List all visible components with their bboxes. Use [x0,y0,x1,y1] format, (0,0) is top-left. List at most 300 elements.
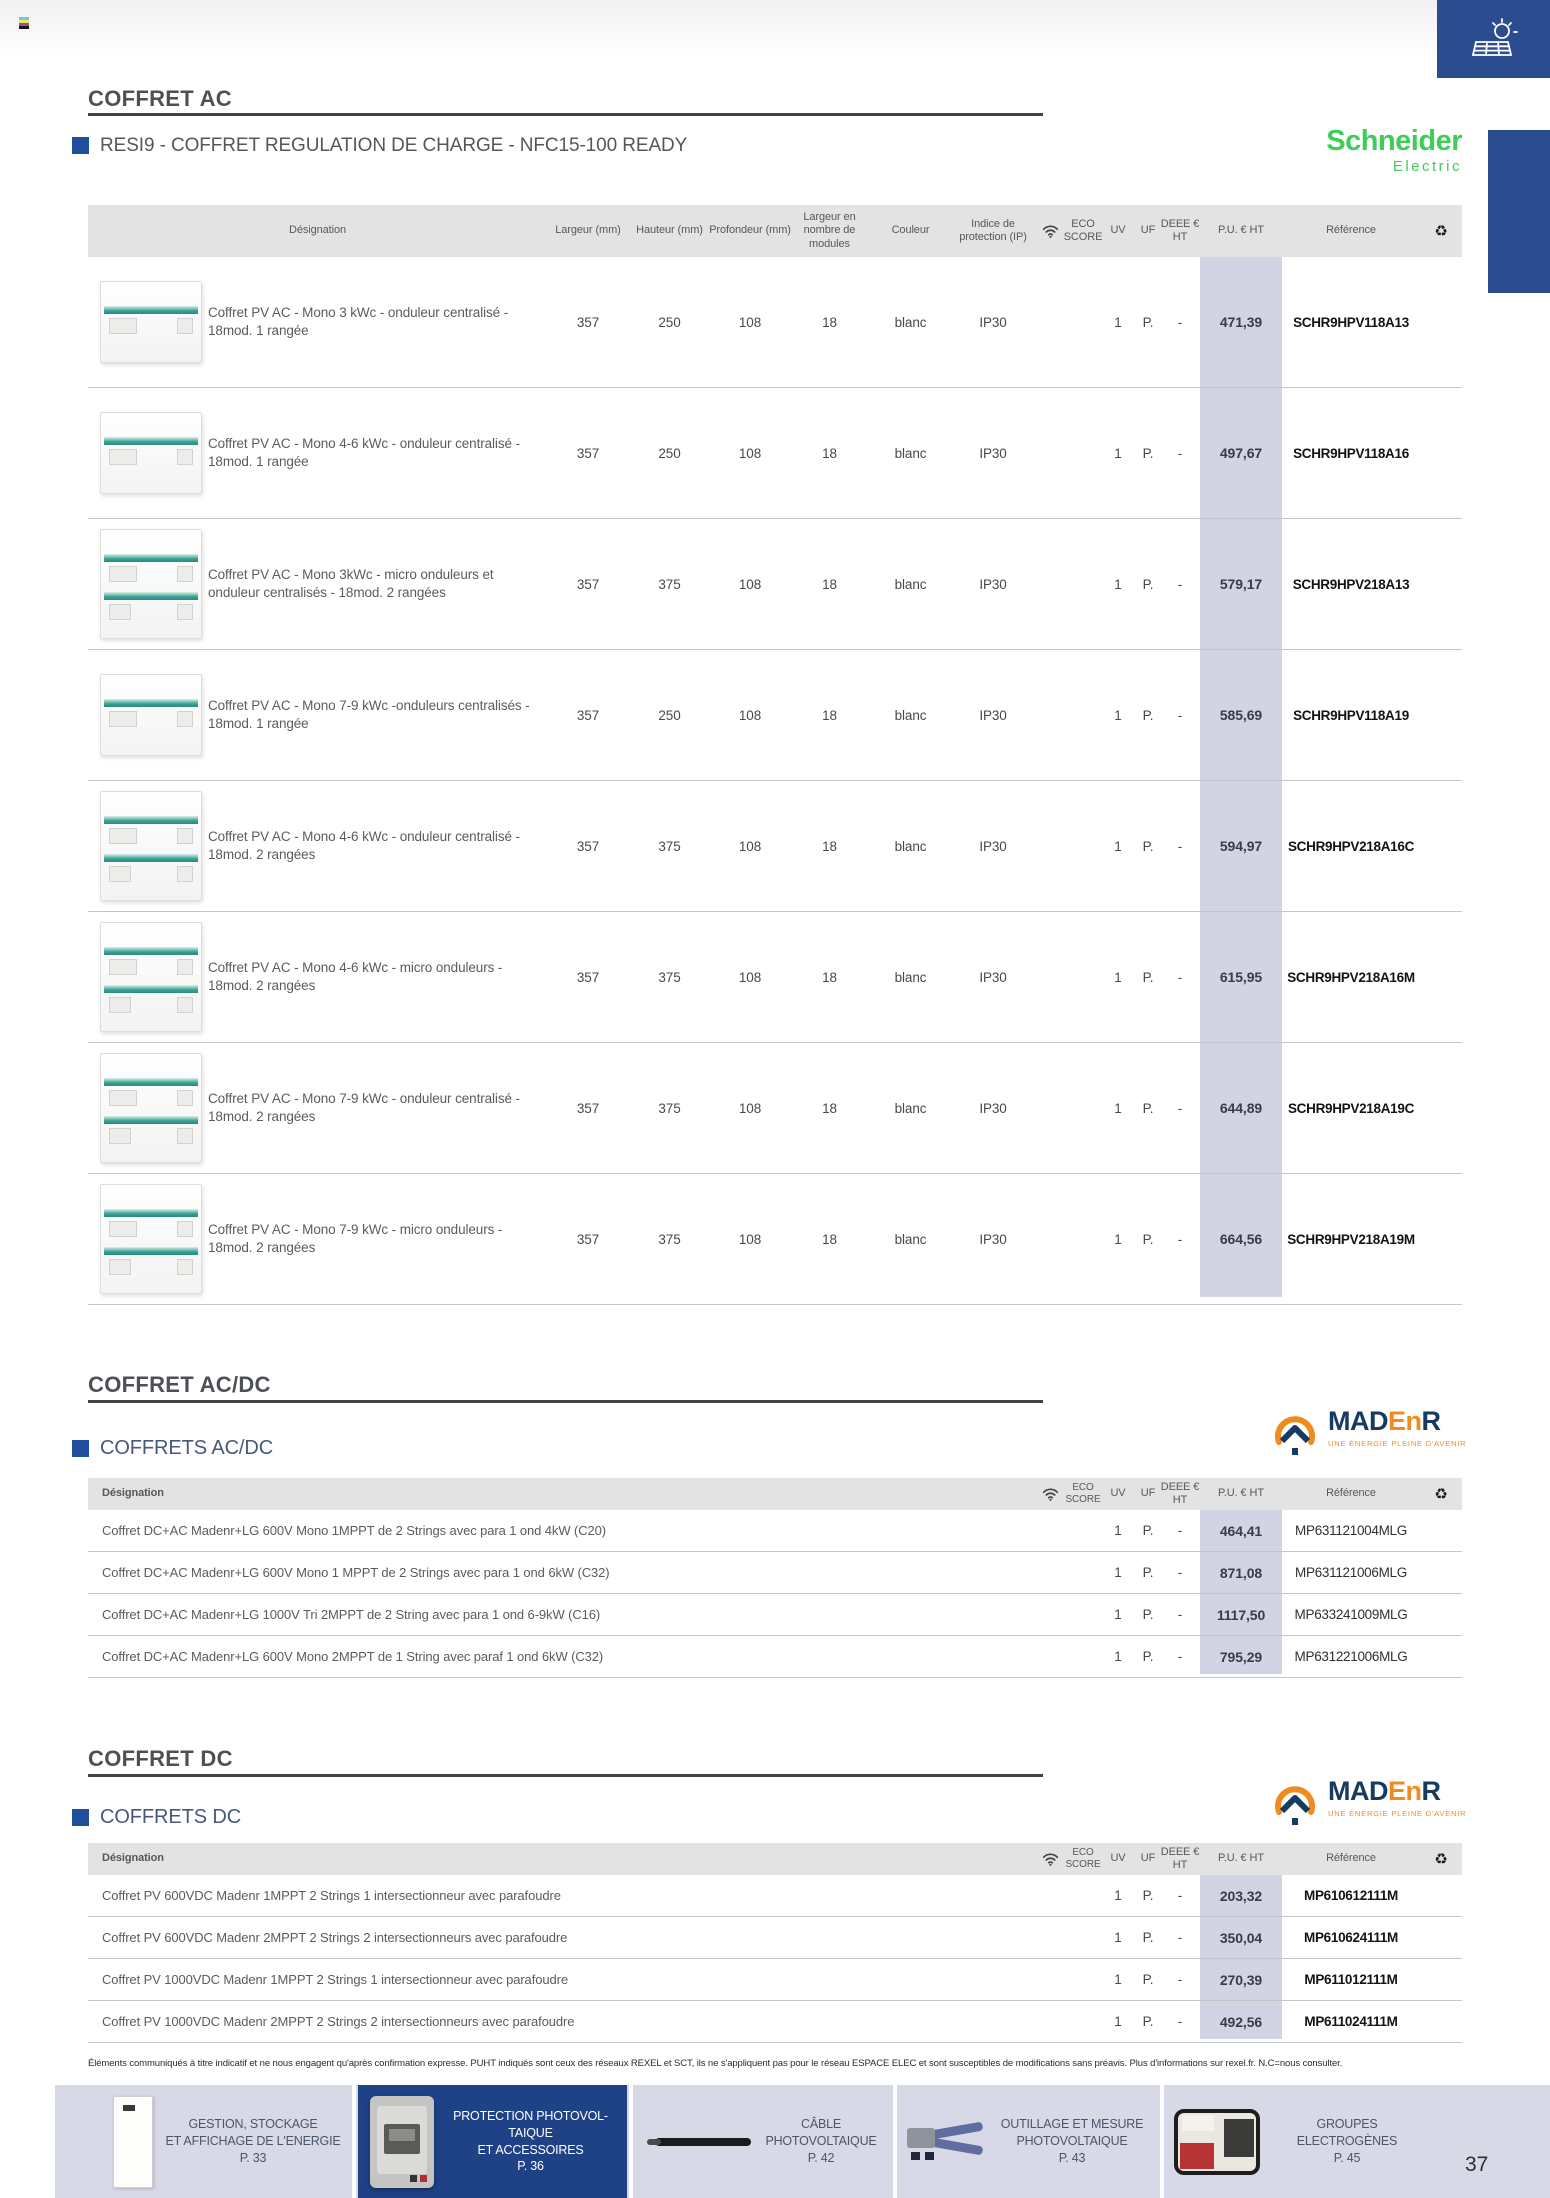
protection-box-image [370,2096,434,2188]
table-row [88,1875,1462,1917]
uf-cell: P. [1142,445,1154,461]
uf-cell: P. [1142,2014,1154,2029]
ip-cell: IP30 [979,1100,1007,1116]
largeur-cell: 357 [576,838,600,854]
header-pu: P.U. € HT [1218,224,1264,237]
couleur-cell: blanc [894,445,927,461]
nav-item-cable-photovoltaique[interactable] [633,2085,891,2198]
eco-score-cell [1066,1917,1100,1958]
table-row [88,257,1462,388]
hauteur-cell: 375 [658,1231,681,1247]
section-rule [88,1400,1043,1403]
solar-panel-sun-icon [1468,18,1520,60]
recycle-cell [1420,1636,1462,1677]
profondeur-cell: 108 [738,969,762,985]
deee-cell: - [1177,1523,1183,1538]
header-ip: Indice de protection (IP) [959,217,1027,243]
designation-cell: Coffret DC+AC Madenr+LG 600V Mono 1 MPPT de 2 Strings avec para 1 ond 6kW (C32) [102,1565,610,1580]
deee-cell: - [1177,314,1183,330]
coffret-product-image [100,1184,202,1294]
couleur-cell: blanc [894,707,927,723]
profondeur-cell: 108 [738,576,762,592]
largeur-cell: 357 [576,576,600,592]
nav-item-label: GESTION, STOCKAGE ET AFFICHAGE DE L'ENERGIE P. 33 [165,2117,341,2165]
couleur-cell: blanc [894,314,927,330]
nav-item-label: CÂBLE PHOTOVOLTAIQUE P. 42 [765,2117,877,2165]
section-rule [88,113,1043,116]
price-cell: 664,56 [1219,1231,1263,1247]
designation-cell: Coffret PV 600VDC Madenr 2MPPT 2 Strings 2 intersectionneurs avec parafoudre [102,1930,568,1945]
recycle-cell [1420,2001,1462,2042]
table-row [88,650,1462,781]
uv-cell: 1 [1114,1607,1122,1622]
wifi-cell [1034,388,1066,518]
wifi-icon [1042,1852,1059,1866]
uf-cell: P. [1142,1565,1154,1580]
designation-cell: Coffret DC+AC Madenr+LG 600V Mono 1MPPT de 2 Strings avec para 1 ond 4kW (C20) [102,1523,607,1538]
eco-score-cell [1066,1510,1100,1551]
footer-disclaimer: Éléments communiqués à titre indicatif et ne nous engagent qu'après confirmation expresse. PUHT indiqués sont ceux des réseaux REXEL et SCT, ils ne s'appliquent pas pour le réseau ESPACE ELEC et sont susceptibles de modifications sans préavis. Plus d'informations sur rexel.fr. N.C=nous consulter. [88,2058,1343,2069]
header-deee: DEEE € HT [1160,217,1200,243]
recycle-cell [1420,1510,1462,1551]
uf-cell: P. [1142,1888,1154,1903]
table-row [88,1959,1462,2001]
table-row [88,1917,1462,1959]
nav-item-label: PROTECTION PHOTOVOL- TAIQUE ET ACCESSOIRES P. 36 [453,2108,608,2174]
ip-cell: IP30 [979,445,1007,461]
price-cell: 270,39 [1219,1971,1263,1988]
product-image-cell [88,650,208,780]
header-hauteur: Hauteur (mm) [636,224,703,237]
eco-score-cell [1066,1875,1100,1916]
couleur-cell: blanc [894,838,927,854]
eco-score-cell [1066,519,1100,649]
reference-cell: MP611024111M [1304,2014,1398,2029]
header-uf: UF [1140,1487,1156,1500]
uv-cell: 1 [1114,445,1122,461]
section-subtitle-coffrets-acdc: COFFRETS AC/DC [100,1437,274,1459]
designation-cell: Coffret PV AC - Mono 7-9 kWc - onduleur centralisé - 18mod. 2 rangées [208,1091,520,1124]
table-row [88,1174,1462,1305]
deee-cell: - [1177,969,1183,985]
table-header-row [88,1843,1462,1875]
uf-cell: P. [1142,1930,1154,1945]
price-cell: 594,97 [1219,838,1263,854]
recycle-cell [1420,912,1462,1042]
table-row [88,781,1462,912]
price-cell: 795,29 [1219,1648,1263,1665]
eco-score-cell [1066,1636,1100,1677]
nav-divider [352,2085,356,2198]
header-reference: Référence [1326,224,1376,237]
header-reference: Référence [1326,1852,1376,1865]
header-largeur: Largeur (mm) [555,224,621,237]
header-modules: Largeur en nombre de modules [803,211,856,250]
wifi-icon [1042,224,1059,238]
uf-cell: P. [1142,1523,1154,1538]
eco-score-cell [1066,912,1100,1042]
header-eco-score: ECO SCORE [1065,1847,1101,1870]
wifi-cell [1034,1917,1066,1958]
table-header-row [88,1478,1462,1510]
header-uf: UF [1140,224,1156,237]
madenr-name-end: R [1421,1776,1441,1806]
recycle-cell [1420,1594,1462,1635]
deee-cell: - [1177,1972,1183,1987]
designation-cell: Coffret PV AC - Mono 7-9 kWc -onduleurs centralisés - 18mod. 1 rangée [208,698,530,731]
nav-item-groupes-electrogenes[interactable] [1164,2085,1434,2198]
recycled-content-icon: ♻ [1434,1851,1448,1868]
couleur-cell: blanc [894,1100,927,1116]
modules-cell: 18 [822,838,837,854]
crimping-tool-image [905,2112,985,2172]
recycle-cell [1420,781,1462,911]
deee-cell: - [1177,576,1183,592]
uf-cell: P. [1142,1231,1154,1247]
designation-cell: Coffret DC+AC Madenr+LG 600V Mono 2MPPT de 1 String avec paraf 1 ond 6kW (C32) [102,1649,604,1664]
recycled-content-icon: ♻ [1434,1486,1448,1503]
eco-score-cell [1066,2001,1100,2042]
coffret-product-image [100,529,202,639]
eco-score-cell [1066,1552,1100,1593]
hauteur-cell: 250 [658,707,681,723]
designation-cell: Coffret PV 1000VDC Madenr 2MPPT 2 Strings 2 intersectionneurs avec parafoudre [102,2014,575,2029]
madenr-logo [1272,1408,1466,1456]
eco-score-cell [1066,650,1100,780]
madenr-name-start: MAD [1328,1406,1388,1436]
section-title-coffret-acdc: COFFRET AC/DC [88,1372,271,1397]
reference-cell: SCHR9HPV218A19M [1287,1231,1415,1247]
wifi-cell [1034,1636,1066,1677]
modules-cell: 18 [822,969,837,985]
coffret-product-image [100,281,202,363]
designation-cell: Coffret PV AC - Mono 3 kWc - onduleur centralisé - 18mod. 1 rangée [208,305,509,338]
product-image-cell [88,912,208,1042]
bottom-page-nav [55,2085,1550,2198]
reference-cell: SCHR9HPV218A16M [1287,969,1415,985]
deee-cell: - [1177,1231,1183,1247]
uv-cell: 1 [1114,1930,1122,1945]
ip-cell: IP30 [979,969,1007,985]
coffret-dc-table [88,1843,1462,2043]
price-cell: 492,56 [1219,2013,1263,2030]
recycle-cell [1420,519,1462,649]
deee-cell: - [1177,1565,1183,1580]
nav-item-outillage-mesure[interactable] [897,2085,1159,2198]
reference-cell: MP610624111M [1304,1930,1398,1945]
reference-cell: SCHR9HPV118A16 [1293,445,1409,461]
reference-cell: MP633241009MLG [1294,1607,1408,1622]
modules-cell: 18 [822,1100,837,1116]
section-title-coffret-ac: COFFRET AC [88,86,232,111]
uv-cell: 1 [1114,1649,1122,1664]
reference-cell: SCHR9HPV218A13 [1292,576,1410,592]
schneider-logo-sub: Electric [1392,158,1462,175]
table-row [88,1636,1462,1678]
uf-cell: P. [1142,1972,1154,1987]
coffret-ac-table [88,205,1462,1305]
madenr-name-start: MAD [1328,1776,1388,1806]
header-uv: UV [1110,1487,1126,1500]
section-rule [88,1774,1043,1777]
recycle-cell [1420,388,1462,518]
table-row [88,388,1462,519]
header-deee: DEEE € HT [1160,1845,1200,1871]
section-subtitle-coffrets-dc: COFFRETS DC [100,1806,242,1828]
profondeur-cell: 108 [738,314,762,330]
designation-cell: Coffret PV AC - Mono 4-6 kWc - micro onduleurs - 18mod. 2 rangées [208,960,503,993]
generator-image [1174,2109,1260,2175]
coffret-acdc-table [88,1478,1462,1678]
coffret-product-image [100,674,202,756]
uf-cell: P. [1142,969,1154,985]
uv-cell: 1 [1114,2014,1122,2029]
section-title-coffret-dc: COFFRET DC [88,1746,233,1771]
coffret-product-image [100,412,202,494]
reference-cell: SCHR9HPV118A19 [1293,707,1409,723]
madenr-sun-house-icon [1272,1408,1318,1456]
eco-score-cell [1066,1174,1100,1304]
deee-cell: - [1177,1607,1183,1622]
recycle-cell [1420,1552,1462,1593]
eco-score-cell [1066,1043,1100,1173]
profondeur-cell: 108 [738,445,762,461]
table-row [88,1043,1462,1174]
uf-cell: P. [1142,707,1154,723]
profondeur-cell: 108 [738,1100,762,1116]
subtitle-bullet [72,1809,89,1826]
page-edge-section-tab[interactable] [1488,130,1550,293]
designation-cell: Coffret PV AC - Mono 7-9 kWc - micro onduleurs - 18mod. 2 rangées [208,1222,503,1255]
wifi-cell [1034,257,1066,387]
madenr-sun-house-icon [1272,1778,1318,1826]
deee-cell: - [1177,707,1183,723]
uv-cell: 1 [1114,1972,1122,1987]
uv-cell: 1 [1114,576,1122,592]
uv-cell: 1 [1114,707,1122,723]
header-eco-score: ECO SCORE [1063,217,1103,243]
header-eco-score: ECO SCORE [1065,1482,1101,1505]
table-header-row [88,205,1462,257]
page-number: 37 [1465,2153,1489,2176]
deee-cell: - [1177,838,1183,854]
reference-cell: SCHR9HPV218A16C [1287,838,1415,854]
uv-cell: 1 [1114,314,1122,330]
table-row [88,519,1462,650]
header-reference: Référence [1326,1487,1376,1500]
product-image-cell [88,1043,208,1173]
uv-cell: 1 [1114,838,1122,854]
subtitle-bullet [72,1440,89,1457]
uf-cell: P. [1142,1649,1154,1664]
deee-cell: - [1177,1888,1183,1903]
uf-cell: P. [1142,314,1154,330]
reference-cell: MP610612111M [1304,1888,1398,1903]
header-pu: P.U. € HT [1218,1487,1264,1500]
madenr-name-mid: En [1388,1776,1422,1806]
profondeur-cell: 108 [738,1231,762,1247]
header-uf: UF [1140,1852,1156,1865]
photovoltaic-section-corner-badge [1437,0,1550,78]
wifi-cell [1034,1174,1066,1304]
wifi-cell [1034,1552,1066,1593]
hauteur-cell: 375 [658,838,681,854]
deee-cell: - [1177,2014,1183,2029]
designation-cell: Coffret PV 1000VDC Madenr 1MPPT 2 Strings 1 intersectionneur avec parafoudre [102,1972,568,1987]
print-registration-mark [19,17,29,29]
wifi-cell [1034,912,1066,1042]
modules-cell: 18 [822,1231,837,1247]
hauteur-cell: 250 [658,445,681,461]
uv-cell: 1 [1114,1565,1122,1580]
product-image-cell [88,257,208,387]
designation-cell: Coffret PV AC - Mono 4-6 kWc - onduleur centralisé - 18mod. 1 rangée [208,436,520,469]
table-row [88,2001,1462,2043]
uf-cell: P. [1142,576,1154,592]
hauteur-cell: 375 [658,576,681,592]
price-cell: 497,67 [1219,445,1263,461]
uv-cell: 1 [1114,1100,1122,1116]
header-wifi [1034,205,1066,257]
uv-cell: 1 [1114,969,1122,985]
wifi-cell [1034,1594,1066,1635]
coffret-product-image [100,922,202,1032]
recycled-content-icon: ♻ [1434,223,1448,240]
coffret-product-image [100,1053,202,1163]
table-row [88,912,1462,1043]
reference-cell: MP631121006MLG [1295,1565,1407,1580]
ip-cell: IP30 [979,1231,1007,1247]
recycle-cell [1420,1959,1462,2000]
deee-cell: - [1177,1100,1183,1116]
table-row [88,1594,1462,1636]
coffret-product-image [100,791,202,901]
price-cell: 464,41 [1219,1522,1263,1539]
couleur-cell: blanc [894,969,927,985]
recycle-cell [1420,1043,1462,1173]
header-pu: P.U. € HT [1218,1852,1264,1865]
nav-item-label: OUTILLAGE ET MESURE PHOTOVOLTAIQUE P. 43 [1000,2117,1144,2165]
price-cell: 203,32 [1219,1887,1263,1904]
recycle-cell [1420,650,1462,780]
uv-cell: 1 [1114,1231,1122,1247]
largeur-cell: 357 [576,1231,600,1247]
wifi-cell [1034,1959,1066,2000]
eco-score-cell [1066,388,1100,518]
largeur-cell: 357 [576,314,600,330]
wifi-cell [1034,2001,1066,2042]
eco-score-cell [1066,1594,1100,1635]
table-row [88,1552,1462,1594]
recycle-cell [1420,1174,1462,1304]
modules-cell: 18 [822,445,837,461]
recycle-cell [1420,1875,1462,1916]
wifi-icon [1042,1487,1059,1501]
couleur-cell: blanc [894,576,927,592]
hauteur-cell: 375 [658,1100,681,1116]
designation-cell: Coffret DC+AC Madenr+LG 1000V Tri 2MPPT de 2 String avec para 1 ond 6-9kW (C16) [102,1607,601,1622]
wifi-cell [1034,1043,1066,1173]
designation-cell: Coffret PV 600VDC Madenr 1MPPT 2 Strings 1 intersectionneur avec parafoudre [102,1888,561,1903]
deee-cell: - [1177,1649,1183,1664]
recycle-cell [1420,1917,1462,1958]
nav-item-label: GROUPES ELECTROGÈNES P. 45 [1296,2117,1398,2165]
reference-cell: SCHR9HPV218A19C [1287,1100,1415,1116]
header-designation: Désignation [102,1852,164,1865]
section-subtitle-resi9: RESI9 - COFFRET REGULATION DE CHARGE - NFC15-100 READY [100,135,688,156]
modules-cell: 18 [822,576,837,592]
schneider-electric-logo [1232,127,1462,174]
header-designation: Désignation [289,224,346,237]
deee-cell: - [1177,445,1183,461]
price-cell: 579,17 [1219,576,1263,592]
largeur-cell: 357 [576,969,600,985]
hauteur-cell: 250 [658,314,681,330]
header-couleur: Couleur [891,224,930,237]
header-wifi [1034,1478,1066,1510]
ip-cell: IP30 [979,314,1007,330]
subtitle-bullet [72,137,89,154]
ip-cell: IP30 [979,838,1007,854]
wifi-cell [1034,1510,1066,1551]
reference-cell: MP631121004MLG [1295,1523,1407,1538]
product-image-cell [88,781,208,911]
designation-cell: Coffret PV AC - Mono 3kWc - micro onduleurs et onduleur centralisés - 18mod. 2 rangées [208,567,494,600]
profondeur-cell: 108 [738,838,762,854]
madenr-logo [1272,1778,1466,1826]
price-cell: 1117,50 [1216,1606,1266,1623]
wifi-cell [1034,781,1066,911]
eco-score-cell [1066,257,1100,387]
header-wifi [1034,1843,1066,1875]
eco-score-cell [1066,781,1100,911]
uf-cell: P. [1142,838,1154,854]
madenr-name-mid: En [1388,1406,1422,1436]
wifi-cell [1034,1875,1066,1916]
hauteur-cell: 375 [658,969,681,985]
header-uv: UV [1110,224,1126,237]
largeur-cell: 357 [576,1100,600,1116]
madenr-tagline: UNE ÉNERGIE PLEINE D'AVENIR [1328,1439,1467,1448]
eco-score-cell [1066,1959,1100,2000]
price-cell: 871,08 [1219,1564,1263,1581]
recycle-cell [1420,257,1462,387]
product-image-cell [88,388,208,518]
uv-cell: 1 [1114,1888,1122,1903]
largeur-cell: 357 [576,445,600,461]
price-cell: 644,89 [1219,1100,1263,1116]
largeur-cell: 357 [576,707,600,723]
schneider-logo-name: Schneider [1326,125,1462,157]
ip-cell: IP30 [979,576,1007,592]
deee-cell: - [1177,1930,1183,1945]
page-top-strip [0,0,1550,58]
uf-cell: P. [1142,1607,1154,1622]
nav-item-protection-photovoltaique-active[interactable] [358,2085,627,2198]
madenr-tagline: UNE ÉNERGIE PLEINE D'AVENIR [1328,1809,1467,1818]
price-cell: 471,39 [1219,314,1263,330]
profondeur-cell: 108 [738,707,762,723]
uv-cell: 1 [1114,1523,1122,1538]
wifi-cell [1034,519,1066,649]
modules-cell: 18 [822,314,837,330]
header-deee: DEEE € HT [1160,1480,1200,1506]
nav-item-gestion-stockage[interactable] [95,2085,353,2198]
designation-cell: Coffret PV AC - Mono 4-6 kWc - onduleur centralisé - 18mod. 2 rangées [208,829,520,862]
ip-cell: IP30 [979,707,1007,723]
modules-cell: 18 [822,707,837,723]
product-image-cell [88,1174,208,1304]
